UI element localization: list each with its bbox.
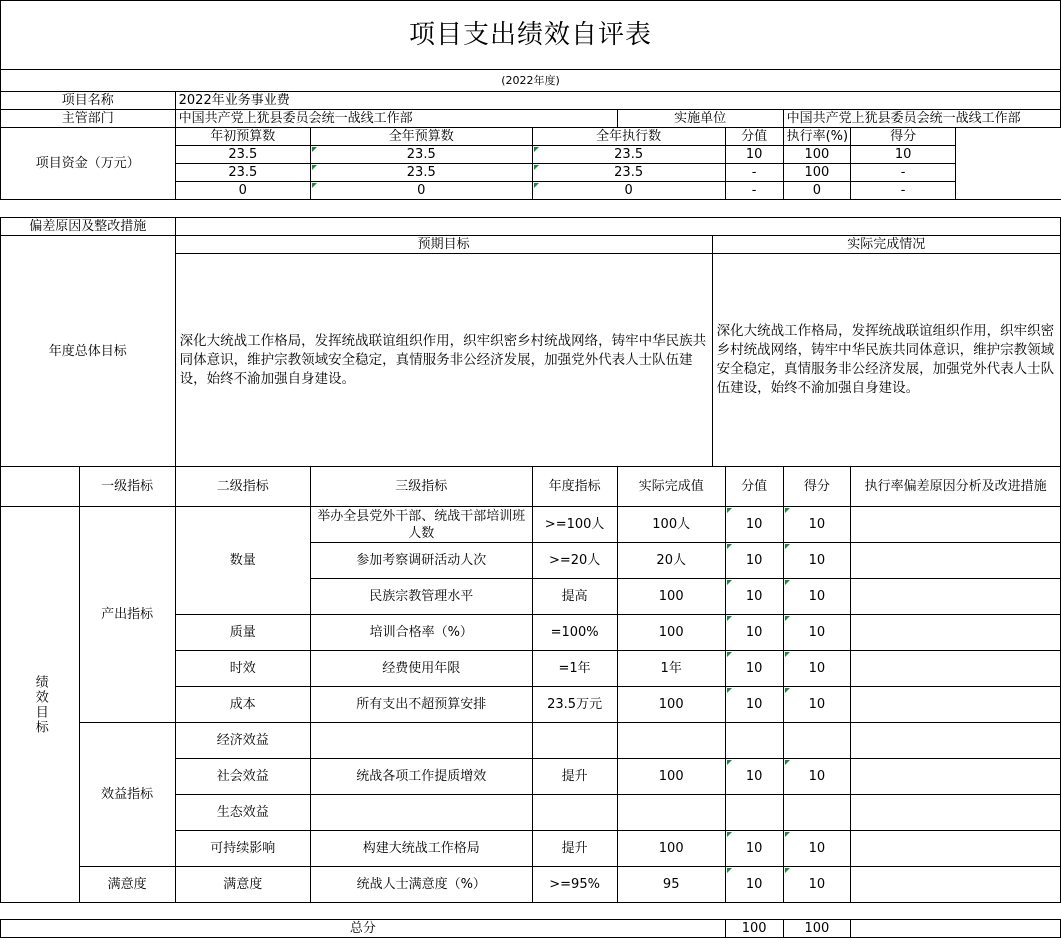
funds-score-val: - [725,182,783,200]
goal-label: 年度总体目标 [1,236,176,467]
header-score-val: 分值 [725,467,783,507]
impl-label: 实施单位 [617,110,783,128]
total-score: 100 [783,920,851,938]
group-output: 产出指标 [79,507,175,723]
expected-goal-text: 深化大统战工作格局，发挥统战联谊组织作用，织牢织密乡村统战网络，铸牢中华民族共同体意识，维护宗教领域安全稳定，真情服务非公经济发展，加强党外代表人士队伍建设，始终不渝加强自身建设。 [175,254,712,467]
funds-annual: 23.5 [310,164,532,182]
funds-annual: 0 [310,182,532,200]
indicator-analysis [851,651,1061,687]
funds-init: 0 [175,182,310,200]
indicator-level3: 参加考察调研活动人次 [310,543,532,579]
funds-exec: 23.5 [532,146,725,164]
indicator-level3: 所有支出不超预算安排 [310,687,532,723]
indicators-corner [1,467,80,507]
indicator-analysis [851,507,1061,543]
indicator-level3: 统战各项工作提质增效 [310,759,532,795]
funds-init: 23.5 [175,164,310,182]
total-label: 总分 [1,920,726,938]
indicator-actual: 100 [617,615,725,651]
total-analysis [851,920,1061,938]
indicator-target: >=95% [532,867,617,903]
sub-sustainable: 可持续影响 [175,831,310,867]
indicator-score: 10 [783,867,851,903]
indicator-analysis [851,759,1061,795]
indicator-score: 10 [783,543,851,579]
indicator-score: 10 [783,651,851,687]
indicator-score [783,795,851,831]
sub-timeliness: 时效 [175,651,310,687]
indicator-level3: 民族宗教管理水平 [310,579,532,615]
indicator-actual [617,795,725,831]
funds-exec: 0 [532,182,725,200]
indicator-level3: 构建大统战工作格局 [310,831,532,867]
deviation-value [175,218,1060,236]
indicator-target: 提高 [532,579,617,615]
indicator-actual: 100 [617,687,725,723]
sub-quality: 质量 [175,615,310,651]
header-actual: 实际完成值 [617,467,725,507]
funds-score-val: - [725,164,783,182]
funds-score: - [851,164,956,182]
funds-annual: 23.5 [310,146,532,164]
expected-goal-header: 预期目标 [175,236,712,254]
funds-rate: 100 [783,164,851,182]
indicator-target: =1年 [532,651,617,687]
indicator-actual: 100 [617,831,725,867]
funds-rate: 0 [783,182,851,200]
funds-header-score: 得分 [851,128,956,146]
indicator-actual [617,723,725,759]
actual-goal-header: 实际完成情况 [712,236,1060,254]
dept-value: 中国共产党上犹县委员会统一战线工作部 [175,110,617,128]
indicator-analysis [851,831,1061,867]
funds-header-exec: 全年执行数 [532,128,725,146]
indicator-target [532,795,617,831]
indicator-level3 [310,723,532,759]
performance-goals-label: 绩效目标 [1,507,80,903]
indicator-actual: 100 [617,759,725,795]
indicator-level3: 培训合格率（%） [310,615,532,651]
indicator-score-val: 10 [725,867,783,903]
header-analysis: 执行率偏差原因分析及改进措施 [851,467,1061,507]
indicator-score-val [725,723,783,759]
sub-ecological: 生态效益 [175,795,310,831]
indicator-score-val: 10 [725,615,783,651]
indicator-score-val: 10 [725,759,783,795]
indicator-analysis [851,723,1061,759]
funds-score-val: 10 [725,146,783,164]
funds-header-rate: 执行率(%) [783,128,851,146]
header-level2: 二级指标 [175,467,310,507]
indicator-analysis [851,543,1061,579]
indicator-actual: 1年 [617,651,725,687]
funds-header-score-val: 分值 [725,128,783,146]
indicator-score: 10 [783,831,851,867]
indicator-score: 10 [783,507,851,543]
dept-label: 主管部门 [1,110,176,128]
page-title: 项目支出绩效自评表 [1,1,1061,70]
indicator-score-val: 10 [725,831,783,867]
header-score: 得分 [783,467,851,507]
indicator-analysis [851,795,1061,831]
funds-score: 10 [851,146,956,164]
indicator-analysis [851,687,1061,723]
indicator-score: 10 [783,687,851,723]
funds-header-annual: 全年预算数 [310,128,532,146]
indicator-score: 10 [783,759,851,795]
funds-header-init: 年初预算数 [175,128,310,146]
sub-satisfaction: 满意度 [175,867,310,903]
header-target: 年度指标 [532,467,617,507]
actual-goal-text: 深化大统战工作格局，发挥统战联谊组织作用，织牢织密乡村统战网络，铸牢中华民族共同体意识，维护宗教领域安全稳定，真情服务非公经济发展，加强党外代表人士队伍建设，始终不渝加强自身建设。 [712,254,1060,467]
project-name-value: 2022年业务事业费 [175,92,1060,110]
sub-economic: 经济效益 [175,723,310,759]
indicator-score: 10 [783,579,851,615]
indicator-analysis [851,579,1061,615]
funds-rate: 100 [783,146,851,164]
indicator-level3: 统战人士满意度（%） [310,867,532,903]
indicator-actual: 95 [617,867,725,903]
deviation-label: 偏差原因及整改措施 [1,218,176,236]
indicator-level3: 经费使用年限 [310,651,532,687]
group-benefit: 效益指标 [79,723,175,867]
indicator-score: 10 [783,615,851,651]
indicator-target: >=20人 [532,543,617,579]
header-level1: 一级指标 [79,467,175,507]
blank-row [1,200,1061,218]
header-level3: 三级指标 [310,467,532,507]
indicator-level3: 举办全县党外干部、统战干部培训班人数 [310,507,532,543]
funds-init: 23.5 [175,146,310,164]
indicator-actual: 100人 [617,507,725,543]
sub-cost: 成本 [175,687,310,723]
report-year: (2022年度) [1,70,1061,92]
funds-label: 项目资金（万元） [1,128,176,200]
group-satisfaction: 满意度 [79,867,175,903]
indicator-target: 提升 [532,831,617,867]
indicator-target: 23.5万元 [532,687,617,723]
blank-row [1,903,1061,920]
indicator-actual: 20人 [617,543,725,579]
funds-exec: 23.5 [532,164,725,182]
project-name-label: 项目名称 [1,92,176,110]
indicator-actual: 100 [617,579,725,615]
indicator-score-val: 10 [725,579,783,615]
indicator-score-val: 10 [725,507,783,543]
indicator-target: 提升 [532,759,617,795]
funds-score: - [851,182,956,200]
indicator-target [532,723,617,759]
sub-quantity: 数量 [175,507,310,615]
indicator-target: =100% [532,615,617,651]
indicator-score-val: 10 [725,651,783,687]
indicator-target: >=100人 [532,507,617,543]
indicator-level3 [310,795,532,831]
indicator-score-val: 10 [725,543,783,579]
impl-value: 中国共产党上犹县委员会统一战线工作部 [783,110,1060,128]
indicator-analysis [851,615,1061,651]
indicator-score-val: 10 [725,687,783,723]
indicator-score-val [725,795,783,831]
indicator-score [783,723,851,759]
sub-social: 社会效益 [175,759,310,795]
total-score-val: 100 [725,920,783,938]
indicator-analysis [851,867,1061,903]
